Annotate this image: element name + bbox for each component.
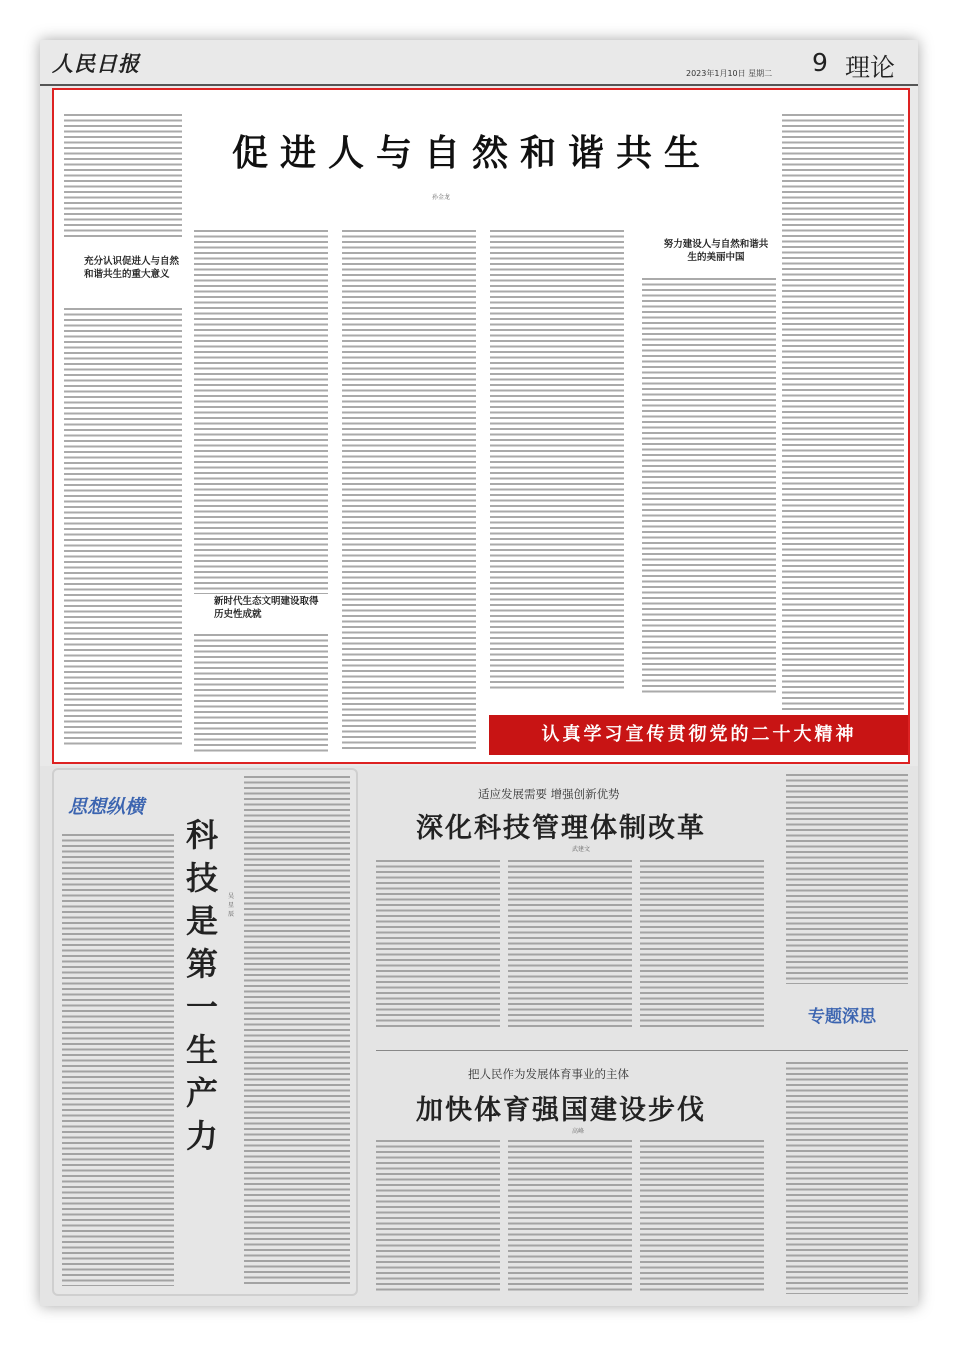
- article2-author: 武建文: [572, 846, 591, 853]
- body-text: [508, 1140, 632, 1294]
- newspaper-logo: 人民日报: [52, 51, 140, 76]
- lead-author: 孙金龙: [432, 194, 451, 201]
- issue-date: 2023年1月10日 星期二: [686, 69, 773, 78]
- page-number: 9: [812, 48, 828, 77]
- masthead: [40, 40, 918, 86]
- body-text: [194, 634, 328, 752]
- lead-subhead-1: 充分认识促进人与自然和谐共生的重大意义: [84, 256, 180, 280]
- column-label: 思想纵横: [68, 796, 145, 818]
- body-text: [508, 860, 632, 1030]
- article2-title: 深化科技管理体制改革: [416, 813, 706, 844]
- body-text: [640, 1140, 764, 1294]
- article2-kicker: 适应发展需要 增强创新优势: [478, 787, 620, 801]
- body-text: [62, 834, 174, 1286]
- body-text: [244, 776, 350, 1286]
- body-text: [376, 860, 500, 1030]
- column-author: 吴星辰: [228, 893, 235, 918]
- body-text: [490, 230, 624, 690]
- lead-subhead-3: 努力建设人与自然和谐共生的美丽中国: [663, 239, 769, 263]
- lead-subhead-2: 新时代生态文明建设取得历史性成就: [214, 596, 319, 620]
- article3-title: 加快体育强国建设步伐: [416, 1095, 706, 1126]
- lead-article[interactable]: [52, 88, 910, 764]
- body-text: [376, 1140, 500, 1294]
- body-text: [342, 230, 476, 752]
- body-text: [64, 114, 182, 240]
- body-text: [64, 308, 182, 748]
- campaign-banner: 认真学习宣传贯彻党的二十大精神: [489, 715, 909, 755]
- column-article[interactable]: [52, 768, 358, 1296]
- masthead-rule: [40, 84, 918, 86]
- newspaper-page: [40, 40, 918, 1306]
- thematic-label: 专题深思: [808, 1007, 876, 1027]
- body-text: [640, 860, 764, 1030]
- body-text: [786, 1062, 908, 1294]
- article3-kicker: 把人民作为发展体育事业的主体: [468, 1067, 629, 1081]
- body-text: [786, 774, 908, 984]
- article-divider: [376, 1050, 908, 1051]
- section-name: 理论: [845, 53, 896, 82]
- body-text: [194, 230, 328, 594]
- column-title: 科技是第一生产力: [185, 816, 218, 1155]
- body-text: [642, 278, 776, 696]
- body-text: [782, 114, 904, 710]
- lead-title: 促进人与自然和谐共生: [231, 132, 712, 174]
- lower-section: [40, 766, 918, 1306]
- article3-author: 高峰: [572, 1128, 585, 1135]
